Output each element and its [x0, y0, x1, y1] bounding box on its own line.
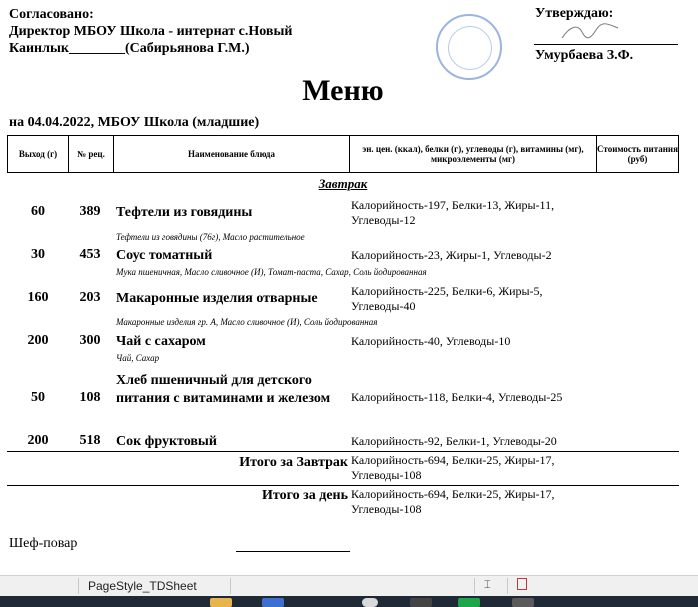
- status-bar: [0, 575, 698, 596]
- item-recipe: 203: [79, 290, 101, 305]
- status-separator: [230, 578, 231, 594]
- selection-mode-icon[interactable]: ⌶: [484, 579, 491, 591]
- approved-block: [9, 6, 349, 57]
- approve-label: Утверждаю:: [535, 6, 614, 21]
- app-icon[interactable]: [410, 598, 432, 607]
- col-output: Выход (г): [8, 136, 69, 173]
- item-output: 200: [27, 333, 49, 348]
- status-separator: [78, 578, 79, 594]
- browser-icon[interactable]: [362, 598, 378, 607]
- document-modified-icon[interactable]: [517, 578, 527, 590]
- spreadsheet-icon[interactable]: [458, 598, 480, 607]
- item-recipe: 300: [79, 333, 101, 348]
- item-output: 160: [27, 290, 49, 305]
- divider: [7, 485, 679, 486]
- date-line: на 04.04.2022, МБОУ Школа (младшие): [9, 115, 260, 130]
- col-dish-name: Наименование блюда: [114, 136, 350, 173]
- item-note: Мука пшеничная, Масло сливочное (И), Томат-паста, Сахар, Соль йодированная: [116, 267, 427, 277]
- total-breakfast-label: Итого за Завтрак: [239, 455, 348, 470]
- mail-icon[interactable]: [262, 598, 284, 607]
- total-day-label: Итого за день: [262, 488, 348, 503]
- menu-table-header: [7, 135, 679, 173]
- item-nutrition: Калорийность-23, Жиры-1, Углеводы-2: [351, 248, 552, 262]
- item-dish: Хлеб пшеничный для детского питания с витаминами и железом: [116, 373, 331, 406]
- item-output: 60: [31, 204, 45, 219]
- total-breakfast-nutrition: Калорийность-694, Белки-25, Жиры-17, Углеводы-108: [351, 453, 555, 482]
- col-nutrition: эн. цен. (ккал), белки (г), углеводы (г), витамины (мг), микроэлементы (мг): [350, 136, 597, 173]
- approver-name: Умурбаева З.Ф.: [535, 48, 634, 63]
- status-separator: [474, 578, 475, 594]
- item-recipe: 518: [79, 433, 101, 448]
- taskbar: [0, 596, 698, 607]
- item-nutrition: Калорийность-40, Углеводы-10: [351, 334, 511, 348]
- signature-scribble: [560, 20, 620, 44]
- app-icon[interactable]: [512, 598, 534, 607]
- status-separator: [507, 578, 508, 594]
- page-title: Меню: [302, 74, 384, 107]
- item-dish: Чай с сахаром: [116, 334, 206, 349]
- item-recipe: 389: [79, 204, 101, 219]
- total-day-nutrition: Калорийность-694, Белки-25, Жиры-17, Углеводы-108: [351, 487, 555, 516]
- item-output: 50: [31, 390, 45, 405]
- approved-line-2: Каинлык________(Сабирьянова Г.М.): [9, 41, 250, 56]
- approved-label: Согласовано:: [9, 7, 94, 22]
- chef-signature-line: [236, 551, 350, 552]
- item-output: 30: [31, 247, 45, 262]
- folder-icon[interactable]: [210, 598, 232, 607]
- col-cost: Стоимость питания (руб): [597, 136, 679, 173]
- item-note: Чай, Сахар: [116, 353, 160, 363]
- approved-line-1: Директор МБОУ Школа - интернат с.Новый: [9, 24, 293, 39]
- item-dish: Соус томатный: [116, 248, 213, 263]
- item-note: Тефтели из говядины (76г), Масло растительное: [116, 232, 305, 242]
- item-nutrition: Калорийность-118, Белки-4, Углеводы-25: [351, 390, 563, 404]
- item-nutrition: Калорийность-92, Белки-1, Углеводы-20: [351, 434, 557, 448]
- chef-label: Шеф-повар: [9, 536, 78, 551]
- divider: [7, 451, 679, 452]
- page-style-label[interactable]: PageStyle_TDSheet: [88, 579, 197, 593]
- item-dish: Тефтели из говядины: [116, 205, 253, 220]
- item-output: 200: [27, 433, 49, 448]
- item-recipe: 453: [79, 247, 101, 262]
- section-title: Завтрак: [318, 176, 368, 191]
- item-dish: Сок фруктовый: [116, 434, 217, 449]
- official-stamp: [436, 14, 502, 80]
- item-nutrition: Калорийность-197, Белки-13, Жиры-11, Углеводы-12: [351, 198, 555, 227]
- item-nutrition: Калорийность-225, Белки-6, Жиры-5, Углеводы-40: [351, 284, 543, 313]
- signature-line: [534, 44, 678, 45]
- item-recipe: 108: [79, 390, 101, 405]
- item-dish: Макаронные изделия отварные: [116, 291, 318, 306]
- col-recipe-no: № рец.: [69, 136, 114, 173]
- item-note: Макаронные изделия гр. А, Масло сливочное (И), Соль йодированная: [116, 317, 378, 327]
